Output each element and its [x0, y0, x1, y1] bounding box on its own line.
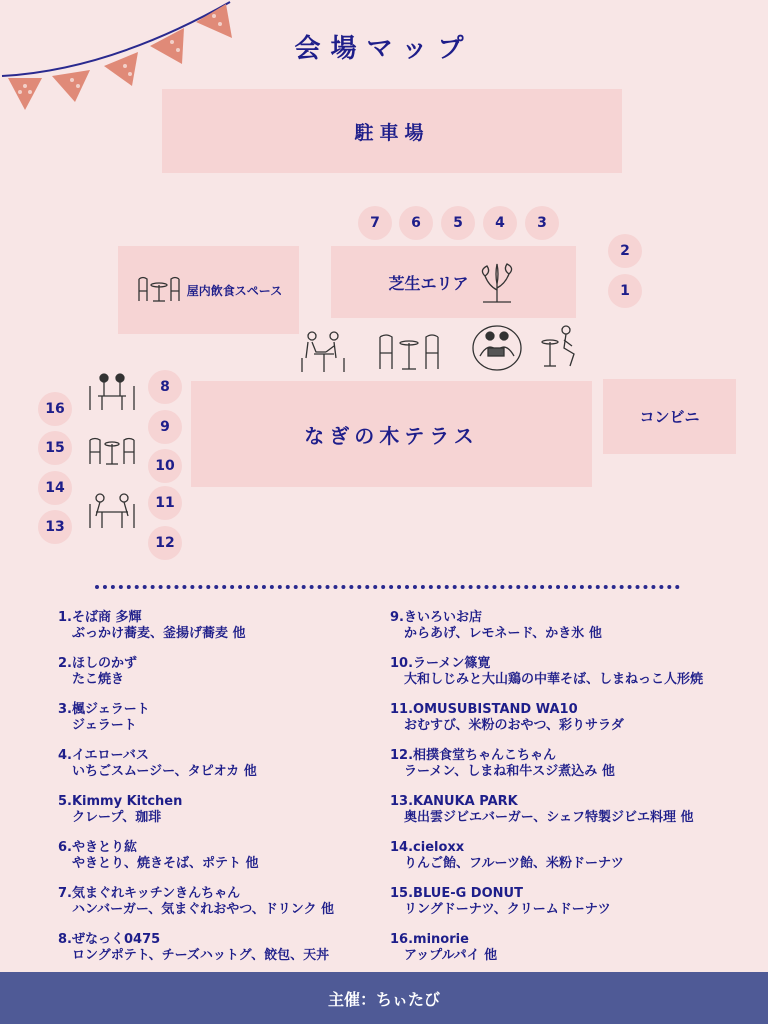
tree-icon: [475, 260, 519, 304]
vendor-menu: ラーメン、しまね和牛スジ煮込み 他: [404, 764, 615, 779]
vendor-menu: おむすび、米粉のおやつ、彩りサラダ: [404, 718, 624, 733]
legend-item: [58, 610, 418, 642]
vendor-name: 12.相撲食堂ちゃんこちゃん: [390, 748, 557, 763]
organizer-footer: 主催：ちぃたび: [0, 972, 768, 1024]
cafe-table-chairs-icon-2: [86, 436, 138, 468]
legend-item: [390, 840, 750, 872]
vendor-menu: ぶっかけ蕎麦、釜揚げ蕎麦 他: [72, 626, 246, 641]
vendor-name: 15.BLUE-G DONUT: [390, 886, 523, 901]
cafe-table-chairs-icon: [376, 333, 442, 373]
booth-9: 9: [148, 410, 182, 444]
legend-item: [390, 656, 750, 688]
legend-item: [390, 702, 750, 734]
lawn-label: 芝生エリア: [388, 273, 469, 293]
legend-item: [58, 932, 418, 964]
legend-item: [390, 610, 750, 642]
terrace-area: なぎの木テラス: [191, 381, 592, 487]
vendor-menu: ジェラート: [72, 718, 137, 733]
vendor-menu: 大和しじみと大山鶏の中華そば、しまねっこ人形焼: [404, 672, 704, 687]
booth-10: 10: [148, 449, 182, 483]
booth-8: 8: [148, 370, 182, 404]
booth-6: 6: [399, 206, 433, 240]
booth-13: 13: [38, 510, 72, 544]
booth-11: 11: [148, 486, 182, 520]
vendor-name: 11.OMUSUBISTAND WA10: [390, 702, 578, 717]
legend-item: [390, 794, 750, 826]
legend-right: [390, 610, 750, 978]
dotted-divider: [95, 585, 680, 589]
booth-4: 4: [483, 206, 517, 240]
booth-16: 16: [38, 392, 72, 426]
booth-3: 3: [525, 206, 559, 240]
booth-2: 2: [608, 234, 642, 268]
vendor-name: 3.楓ジェラート: [58, 702, 150, 717]
parking-area: 駐車場: [162, 89, 622, 173]
vendor-menu: リングドーナツ、クリームドーナツ: [404, 902, 611, 917]
vendor-name: 14.cieloxx: [390, 840, 465, 855]
legend-item: [390, 886, 750, 918]
lawn-area: [331, 246, 576, 318]
people-group-icon: [88, 372, 136, 412]
vendor-name: 1.そば商 多輝: [58, 610, 142, 625]
legend-item: [58, 794, 418, 826]
person-reading-icon: [540, 324, 582, 370]
vendor-name: 8.ぜなっく0475: [58, 932, 161, 947]
vendor-name: 9.きいろいお店: [390, 610, 482, 625]
legend-left: [58, 610, 418, 978]
vendor-menu: りんご飴、フルーツ飴、米粉ドーナツ: [404, 856, 624, 871]
legend-item: [58, 748, 418, 780]
vendor-name: 5.Kimmy Kitchen: [58, 794, 183, 809]
vendor-menu: ハンバーガー、気まぐれおやつ、ドリンク 他: [72, 902, 335, 917]
vendor-menu: 奥出雲ジビエバーガー、シェフ特製ジビエ料理 他: [404, 810, 694, 825]
legend-item: [390, 932, 750, 964]
legend-item: [390, 748, 750, 780]
vendor-menu: からあげ、レモネード、かき氷 他: [404, 626, 602, 641]
booth-5: 5: [441, 206, 475, 240]
legend-item: [58, 702, 418, 734]
vendor-name: 4.イエローバス: [58, 748, 149, 763]
page-title: 会場マップ: [294, 34, 474, 64]
vendor-menu: やきとり、焼きそば、ポテト 他: [72, 856, 259, 871]
vendor-name: 7.気まぐれキッチンきんちゃん: [58, 886, 241, 901]
couple-on-sofa-icon: [470, 322, 524, 372]
vendor-menu: ロングポテト、チーズハットグ、餃包、天丼: [72, 948, 330, 963]
convenience-store-area: コンビニ: [603, 379, 736, 454]
vendor-menu: アップルパイ 他: [404, 948, 498, 963]
vendor-name: 13.KANUKA PARK: [390, 794, 518, 809]
vendor-menu: たこ焼き: [72, 672, 125, 687]
vendor-name: 2.ほしのかず: [58, 656, 137, 671]
booth-1: 1: [608, 274, 642, 308]
legend-item: [58, 886, 418, 918]
cafe-table-icon: [135, 275, 183, 305]
indoor-dining-area: [118, 246, 299, 334]
booth-12: 12: [148, 526, 182, 560]
people-dining-icon: [88, 492, 136, 530]
indoor-dining-label: 屋内飲食スペース: [186, 283, 283, 298]
booth-7: 7: [358, 206, 392, 240]
booth-15: 15: [38, 431, 72, 465]
vendor-name: 10.ラーメン篠寛: [390, 656, 491, 671]
booth-14: 14: [38, 471, 72, 505]
people-at-table-icon: [300, 328, 346, 374]
vendor-name: 16.minorie: [390, 932, 469, 947]
vendor-menu: クレープ、珈琲: [72, 810, 162, 825]
vendor-menu: いちごスムージー、タピオカ 他: [72, 764, 257, 779]
legend-item: [58, 840, 418, 872]
vendor-name: 6.やきとり紘: [58, 840, 137, 855]
legend-item: [58, 656, 418, 688]
